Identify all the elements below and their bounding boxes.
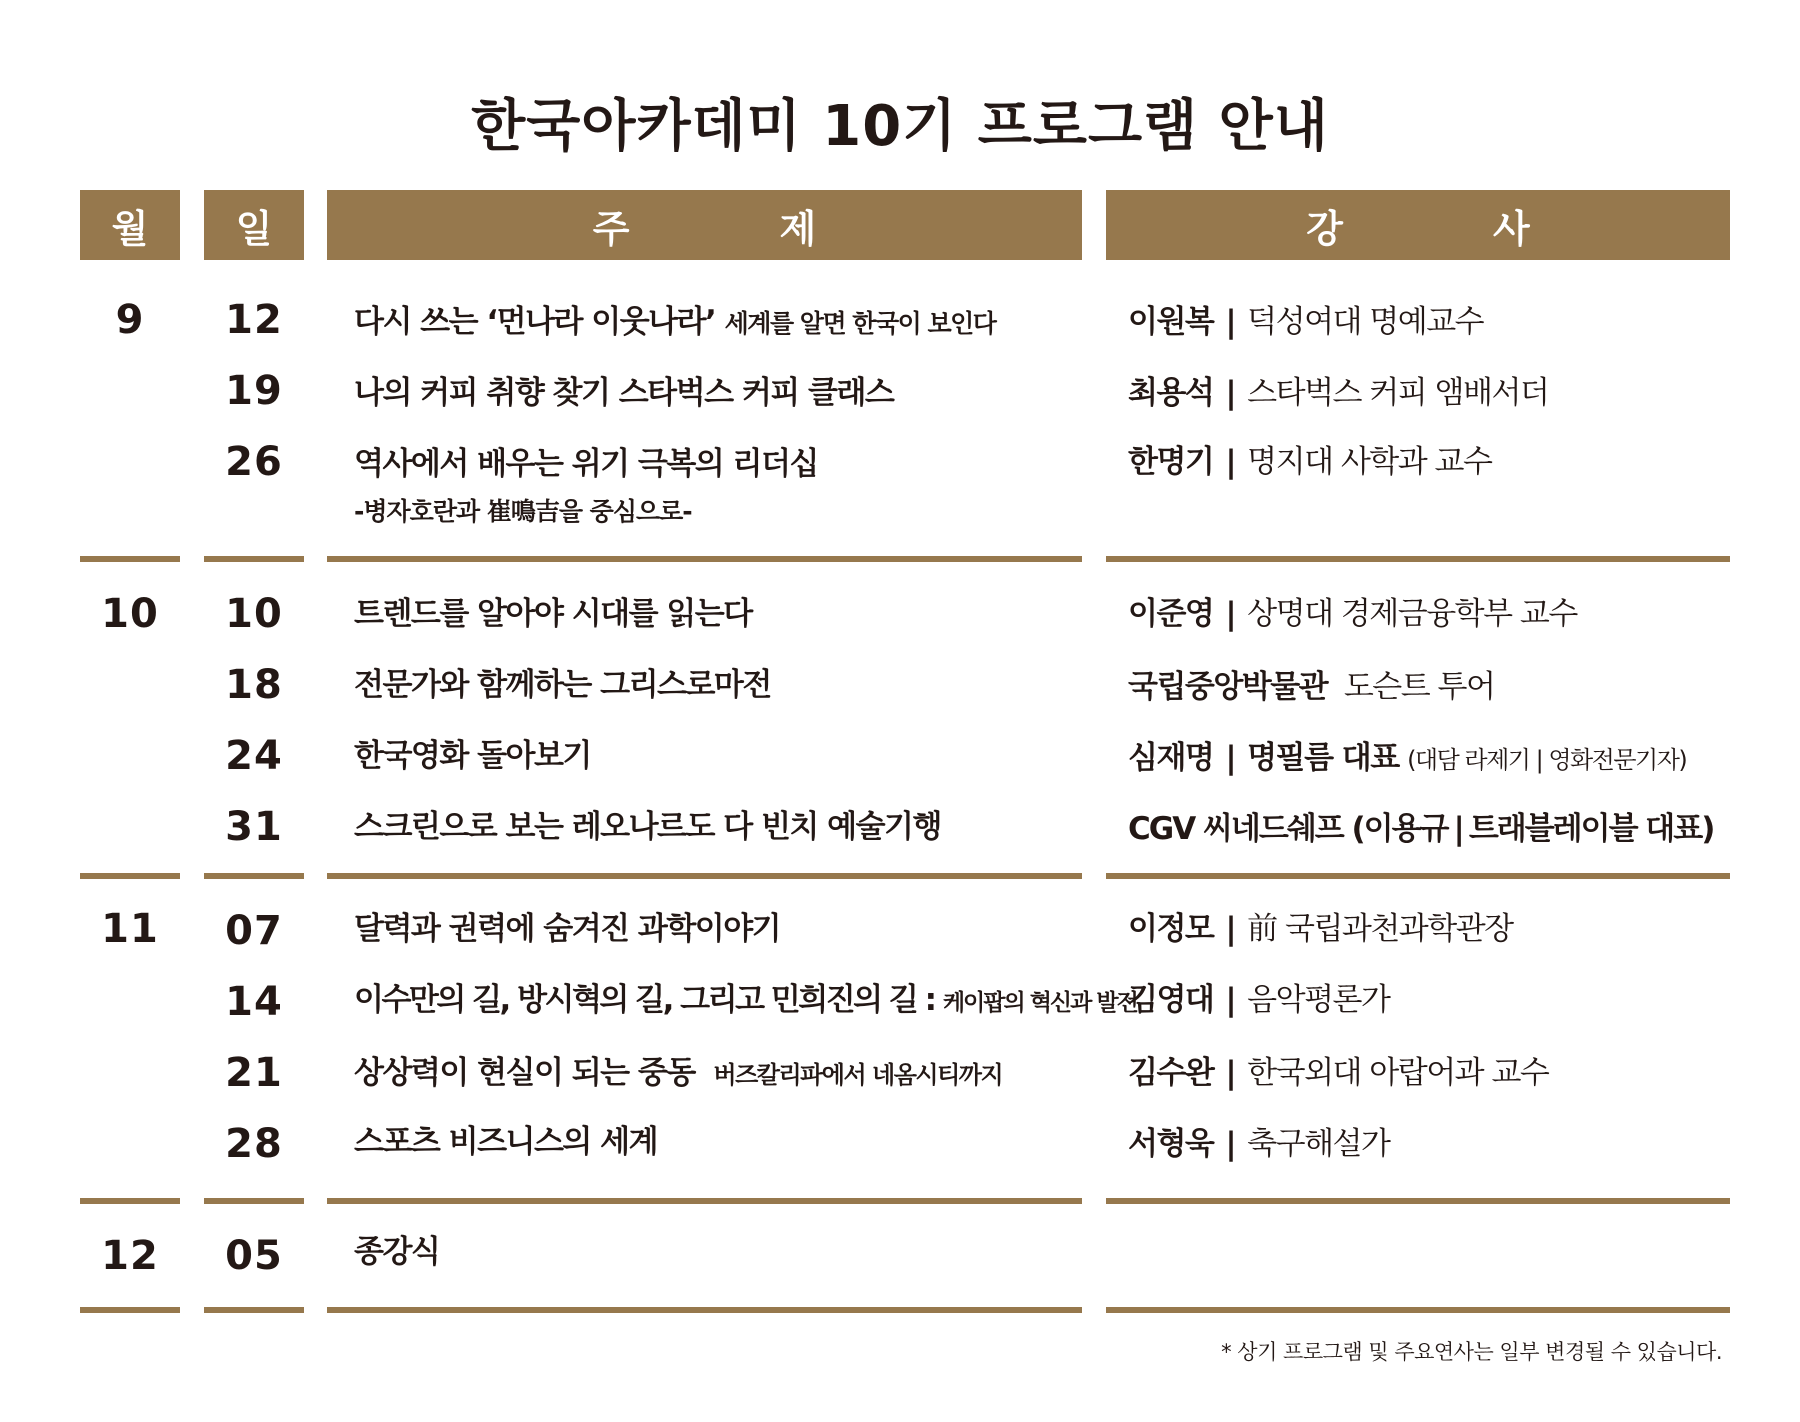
day-cell: 12 xyxy=(225,297,283,343)
header-topic-label-a: 주 xyxy=(592,206,630,251)
divider-nov xyxy=(327,1198,1082,1204)
lecturer-name: 최용석 xyxy=(1128,375,1214,411)
lecturer-cell xyxy=(1128,662,1728,712)
lecturer-name: 김수완 xyxy=(1128,1055,1214,1091)
lecturer-cell xyxy=(1128,1119,1728,1169)
lecturer-name: 이준영 xyxy=(1128,596,1214,632)
day-cell: 31 xyxy=(225,804,283,850)
topic-cell xyxy=(354,975,1137,1028)
header-topic-label-b: 제 xyxy=(779,206,817,251)
day-cell: 24 xyxy=(225,733,283,779)
divider-nov xyxy=(80,1198,180,1204)
header-lecturer xyxy=(1106,190,1730,260)
lecturer-role: 한국외대 아랍어과 교수 xyxy=(1247,1055,1549,1091)
topic-cell xyxy=(354,660,1084,710)
lecturer-cell xyxy=(1128,368,1728,418)
lecturer-name: 서형욱 xyxy=(1128,1126,1214,1162)
topic-cell xyxy=(354,297,1084,349)
divider-dec xyxy=(80,1307,180,1313)
lecturer-name: 이정모 xyxy=(1128,911,1214,947)
header-month-label: 월 xyxy=(111,206,149,251)
month-cell: 10 xyxy=(101,591,159,637)
topic-cell xyxy=(354,439,1084,489)
topic-subtitle: 세계를 알면 한국이 보인다 xyxy=(724,309,996,338)
lecturer-cell xyxy=(1128,297,1728,347)
lecturer-name: 한명기 xyxy=(1128,444,1214,480)
lecturer-cell xyxy=(1128,437,1728,487)
header-topic xyxy=(327,190,1082,260)
page-title: 한국아카데미 10기 프로그램 안내 xyxy=(471,94,1329,159)
divider-sep xyxy=(1106,556,1730,562)
header-month xyxy=(80,190,180,260)
lecturer-separator: | xyxy=(1225,375,1236,411)
divider-sep xyxy=(327,556,1082,562)
lecturer-name: 심재명 xyxy=(1128,740,1214,776)
lecturer-cell xyxy=(1128,804,1728,854)
day-cell: 14 xyxy=(225,979,283,1025)
lecturer-role: 前 국립과천과학관장 xyxy=(1247,911,1513,947)
divider-nov xyxy=(1106,1198,1730,1204)
lecturer-separator: | xyxy=(1225,444,1236,480)
lecturer-cell xyxy=(1128,733,1728,785)
lecturer-name: 김영대 xyxy=(1128,982,1214,1018)
divider-dec xyxy=(204,1307,304,1313)
day-cell: 26 xyxy=(225,439,283,485)
lecturer-role: 덕성여대 명예교수 xyxy=(1247,304,1484,340)
lecturer-role: 트래블레이블 대표) xyxy=(1468,811,1714,847)
divider-oct xyxy=(80,873,180,879)
day-cell: 21 xyxy=(225,1050,283,1096)
header-lecturer-label-a: 강 xyxy=(1306,206,1343,251)
topic-subtitle: 케이팝의 혁신과 발전 xyxy=(942,990,1137,1016)
lecturer-role: 축구해설가 xyxy=(1247,1126,1390,1162)
lecturer-separator: | xyxy=(1225,596,1236,632)
lecturer-name: 국립중앙박물관 xyxy=(1128,669,1328,705)
day-cell: 05 xyxy=(225,1233,283,1279)
lecturer-cell xyxy=(1128,1048,1728,1098)
topic-title: 달력과 권력에 숨겨진 과학이야기 xyxy=(354,911,781,947)
topic-cell xyxy=(354,1227,1084,1277)
divider-dec xyxy=(327,1307,1082,1313)
month-cell: 9 xyxy=(115,297,145,343)
month-cell: 11 xyxy=(101,906,159,952)
divider-oct xyxy=(1106,873,1730,879)
topic-title: 역사에서 배우는 위기 극복의 리더십 xyxy=(354,446,818,482)
topic-second-line: -병자호란과 崔鳴吉을 중심으로- xyxy=(354,497,692,526)
topic-cell xyxy=(354,1048,1084,1100)
lecturer-separator: | xyxy=(1225,982,1236,1018)
header-day-label: 일 xyxy=(235,206,273,251)
day-cell: 07 xyxy=(225,908,283,954)
topic-title: 스크린으로 보는 레오나르도 다 빈치 예술기행 xyxy=(354,809,941,845)
lecturer-separator: | xyxy=(1453,811,1463,847)
topic-title: 스포츠 비즈니스의 세계 xyxy=(354,1124,658,1160)
lecturer-cell xyxy=(1128,589,1728,639)
lecturer-role: 도슨트 투어 xyxy=(1343,669,1495,705)
topic-title: 종강식 xyxy=(354,1234,440,1270)
lecturer-role: 상명대 경제금융학부 교수 xyxy=(1247,596,1577,632)
header-day xyxy=(204,190,304,260)
divider-oct xyxy=(327,873,1082,879)
topic-cell xyxy=(354,802,1084,852)
lecturer-role-extra: (대담 라제기 | 영화전문기자) xyxy=(1407,746,1687,774)
day-cell: 10 xyxy=(225,591,283,637)
topic-cell xyxy=(354,731,1084,781)
lecturer-cell xyxy=(1128,975,1728,1025)
lecturer-role: 스타벅스 커피 앰배서더 xyxy=(1247,375,1549,411)
topic-title: 다시 쓰는 ‘먼나라 이웃나라’ xyxy=(354,304,716,340)
day-cell: 28 xyxy=(225,1121,283,1167)
topic-title: 트렌드를 알아야 시대를 읽는다 xyxy=(354,596,752,632)
topic-cell xyxy=(354,368,1084,418)
topic-title: 상상력이 현실이 되는 중동 xyxy=(354,1055,695,1091)
lecturer-name: CGV 씨네드쉐프 (이용규 xyxy=(1128,811,1448,847)
lecturer-name: 이원복 xyxy=(1128,304,1214,340)
divider-sep xyxy=(80,556,180,562)
topic-title: 나의 커피 취향 찾기 스타벅스 커피 클래스 xyxy=(354,375,894,411)
lecturer-separator: | xyxy=(1225,1055,1236,1091)
day-cell: 19 xyxy=(225,368,283,414)
lecturer-role: 명필름 대표 xyxy=(1247,740,1399,776)
lecturer-separator: | xyxy=(1225,1126,1236,1162)
topic-title: 전문가와 함께하는 그리스로마전 xyxy=(354,667,771,703)
divider-dec xyxy=(1106,1307,1730,1313)
divider-sep xyxy=(204,556,304,562)
topic-title: 이수만의 길, 방시혁의 길, 그리고 민희진의 길 : xyxy=(354,982,935,1018)
lecturer-role: 명지대 사학과 교수 xyxy=(1247,444,1492,480)
lecturer-separator: | xyxy=(1225,304,1236,340)
day-cell: 18 xyxy=(225,662,283,708)
header-lecturer-label-b: 사 xyxy=(1493,206,1530,251)
topic-cell xyxy=(354,1117,1084,1167)
lecturer-separator: | xyxy=(1225,911,1236,947)
topic-title: 한국영화 돌아보기 xyxy=(354,738,591,774)
lecturer-role: 음악평론가 xyxy=(1247,982,1390,1018)
lecturer-cell xyxy=(1128,904,1728,954)
topic-cell xyxy=(354,589,1084,639)
divider-nov xyxy=(204,1198,304,1204)
topic-subtitle: 버즈칼리파에서 네옴시티까지 xyxy=(713,1061,1003,1089)
footnote: * 상기 프로그램 및 주요연사는 일부 변경될 수 있습니다. xyxy=(1221,1340,1722,1364)
topic-cell xyxy=(354,904,1084,954)
month-cell: 12 xyxy=(101,1233,159,1279)
lecturer-separator: | xyxy=(1225,740,1236,776)
divider-oct xyxy=(204,873,304,879)
